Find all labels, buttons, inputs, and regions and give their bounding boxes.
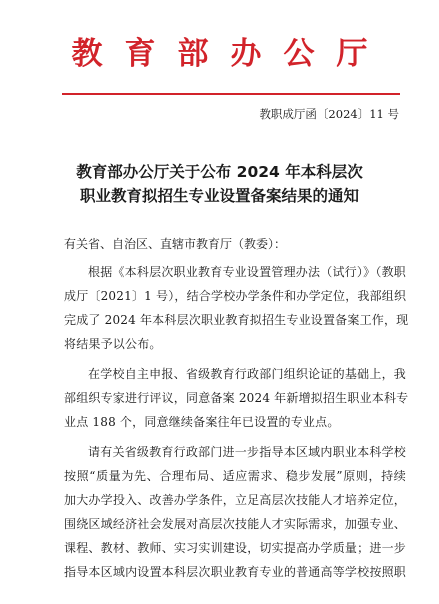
paragraph-2 (64, 362, 409, 434)
paragraph-line: 根据《本科层次职业教育专业设置管理办法（试行）》（教职 (88, 265, 406, 279)
title-line-1: 教育部办公厅关于公布 2024 年本科层次 (76, 163, 363, 181)
paragraph-line: 按照“质量为先、合理布局、适应需求、稳步发展”原则，持续 (64, 469, 406, 483)
paragraph-1 (64, 260, 409, 356)
document-body (64, 232, 409, 590)
paragraph-3 (64, 440, 406, 584)
document-number: 教职成厅函〔2024〕11 号 (259, 107, 399, 121)
paragraph-line: 请有关省级教育行政部门进一步指导本区域内职业本科学校 (88, 445, 406, 459)
paragraph-line: 完成了 2024 年本科层次职业教育拟招生专业设置备案工作，现 (64, 313, 409, 327)
document-title (0, 160, 439, 208)
paragraph-line: 在学校自主申报、省级教育行政部门组织论证的基础上，我 (88, 367, 406, 381)
paragraph-line: 业点 188 个，同意继续备案往年已设置的专业点。 (64, 415, 340, 429)
masthead: 教育部办公厅 (71, 36, 390, 72)
paragraph-line: 将结果予以公布。 (64, 337, 162, 351)
paragraph-line: 指导本区域内设置本科层次职业教育专业的普通高等学校按照职 (64, 565, 406, 579)
title-line-2: 职业教育拟招生专业设置备案结果的通知 (79, 187, 359, 205)
paragraph-line: 部组织专家进行评议，同意备案 2024 年新增拟招生职业本科专 (64, 391, 409, 405)
paragraph-line: 课程、教材、教师、实习实训建设，切实提高办学质量；进一步 (64, 541, 406, 555)
salutation: 有关省、自治区、直辖市教育厅（教委）： (64, 237, 287, 251)
red-divider (62, 93, 400, 95)
paragraph-line: 成厅〔2021〕1 号），结合学校办学条件和办学定位，我部组织 (64, 289, 407, 303)
paragraph-line: 围绕区域经济社会发展对高层次技能人才实际需求，加强专业、 (64, 517, 406, 531)
paragraph-line: 加大办学投入、改善办学条件，立足高层次技能人才培养定位， (64, 493, 406, 507)
